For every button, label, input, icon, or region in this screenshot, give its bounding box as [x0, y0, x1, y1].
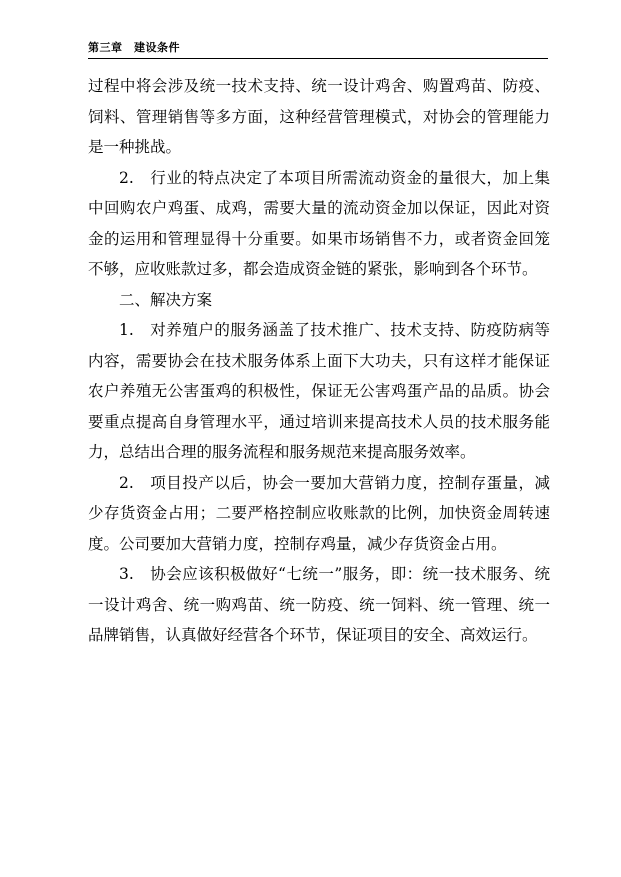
chapter-title: 第三章 建设条件: [88, 41, 180, 54]
paragraph-solution-2: 2. 项目投产以后，协会一要加大营销力度，控制存蛋量，减少存货资金占用；二要严格控制应收账款的比例，加快资金周转速度。公司要加大营销力度，控制存鸡量，减少存货资金占用。: [88, 473, 550, 553]
paragraph-solution-1: 1. 对养殖户的服务涵盖了技术推广、技术支持、防疫防病等内容，需要协会在技术服务体系上面下大功夫，只有这样才能保证农户养殖无公害蛋鸡的积极性，保证无公害鸡蛋产品的品质。协会要重点提高自身管理水平，通过培训来提高技术人员的技术服务能力，总结出合理的服务流程和服务规范来提高服务效率。: [88, 321, 550, 461]
paragraph-continued: 过程中将会涉及统一技术支持、统一设计鸡舍、购置鸡苗、防疫、饲料、管理销售等多方面，这种经营管理模式，对协会的管理能力是一种挑战。: [88, 77, 550, 156]
document-body: [88, 71, 550, 651]
section-heading-solutions: 二、解决方案: [119, 290, 213, 309]
paragraph-solution-3: 3. 协会应该积极做好“七统一”服务，即：统一技术服务、统一设计鸡舍、统一购鸡苗、统一防疫、统一饲料、统一管理、统一品牌销售，认真做好经营各个环节，保证项目的安全、高效运行。: [88, 565, 550, 644]
page-header: [88, 41, 548, 55]
paragraph-point-2-problem: 2. 行业的特点决定了本项目所需流动资金的量很大，加上集中回购农户鸡蛋、成鸡，需要大量的流动资金加以保证，因此对资金的运用和管理显得十分重要。如果市场销售不力，或者资金回笼不够，应收账款过多，都会造成资金链的紧张，影响到各个环节。: [88, 168, 550, 278]
header-divider: [88, 58, 548, 59]
